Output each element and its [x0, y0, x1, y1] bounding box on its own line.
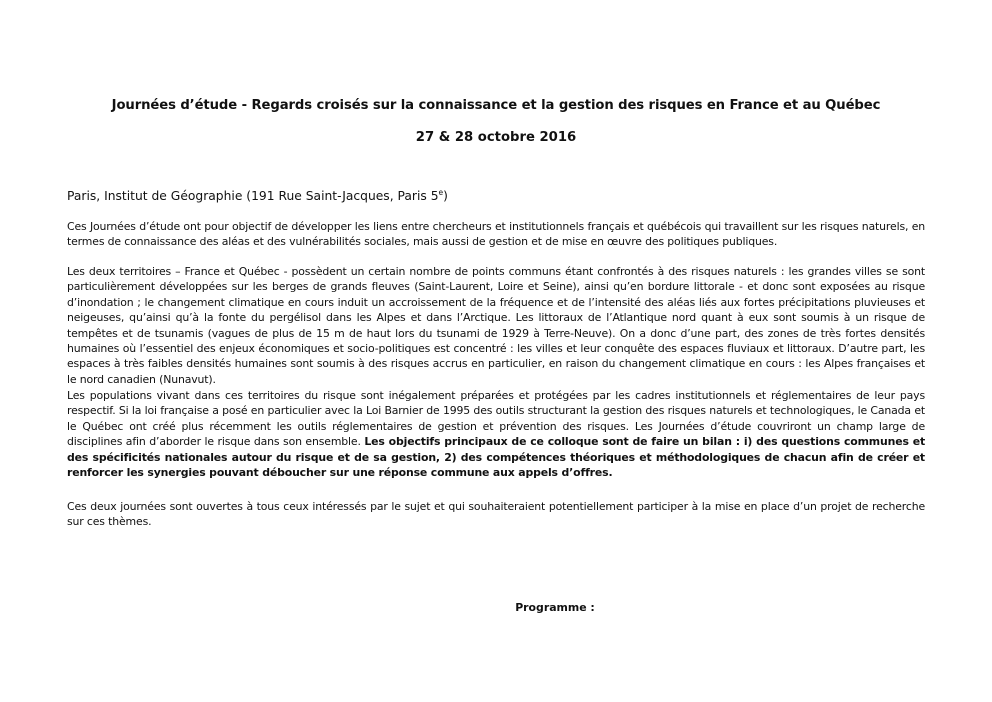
event-date: 27 & 28 octobre 2016: [415, 130, 577, 145]
paragraph-objectives: Ces Journées d’étude ont pour objectif de développer les liens entre chercheurs et institutionnels français et québécois qui travaillent sur les risques naturels, en termes de connaissance des aléas et des vulnérabilités sociales, mais aussi de gestion et de mise en œuvre des politiques publiques.: [67, 220, 925, 249]
document-title: Journées d’étude - Regards croisés sur la connaissance et la gestion des risques en France et au Québec: [111, 98, 881, 113]
programme-heading: Programme :: [515, 601, 595, 614]
paragraph-populations-bold: Les objectifs principaux de ce colloque sont de faire un bilan : i) des questions communes et des spécificités nationales autour du risque et de sa gestion, 2) des compétences théoriques et méthodologiques de chacun afin de créer et renforcer les synergies pouvant déboucher sur une réponse commune aux appels d’offres.: [67, 435, 925, 480]
location-text: Paris, Institut de Géographie (191 Rue Saint-Jacques, Paris 5: [67, 189, 439, 203]
paragraph-populations-text: Les populations vivant dans ces territoires du risque sont inégalement préparées et protégées par les cadres institutionnels et réglementaires de leur pays respectif. Si la loi française a posé en particulier avec la Loi Barnier de 1995 des outils structurant la gestion des risques naturels et technologiques, le Canada et le Québec ont créé plus récemment les outils réglementaires de gestion et prévention des risques. Les Journées d’étude couvriront un champ large de disciplines afin d’aborder le risque dans son ensemble.: [67, 389, 925, 449]
location-close: ): [443, 189, 448, 203]
paragraph-territories: Les deux territoires – France et Québec - possèdent un certain nombre de points communs étant confrontés à des risques naturels : les grandes villes se sont particulièrement développées sur les berges de grands fleuves (Saint-Laurent, Loire et Seine), ainsi qu’en bordure littorale - et donc sont exposées au risque d’inondation ; le changement climatique en cours induit un accroissement de la fréquence et de l’intensité des aléas liés aux fortes précipitations pluvieuses et neigeuses, qu’ainsi qu’à la fonte du pergélisol dans les Alpes et dans l’Arctique. Les littoraux de l’Atlantique nord quant à eux sont soumis à un risque de tempêtes et de tsunamis (vagues de plus de 15 m de haut lors du tsunami de 1929 à Terre-Neuve). On a donc d’une part, des zones de très fortes densités humaines où l’essentiel des enjeux économiques et socio-politiques est concentré : les villes et leur conquête des espaces fluviaux et littoraux. D’autre part, les espaces à très faibles densités humaines sont soumis à des risques accrus en particulier, en raison du changement climatique en cours : les Alpes françaises et le nord canadien (Nunavut).: [67, 265, 925, 386]
paragraph-audience: Ces deux journées sont ouvertes à tous ceux intéressés par le sujet et qui souhaiteraient potentiellement participer à la mise en place d’un projet de recherche sur ces thèmes.: [67, 500, 925, 529]
paragraph-populations: [67, 388, 925, 480]
event-location: [67, 189, 448, 203]
location-superscript: e: [438, 188, 444, 197]
